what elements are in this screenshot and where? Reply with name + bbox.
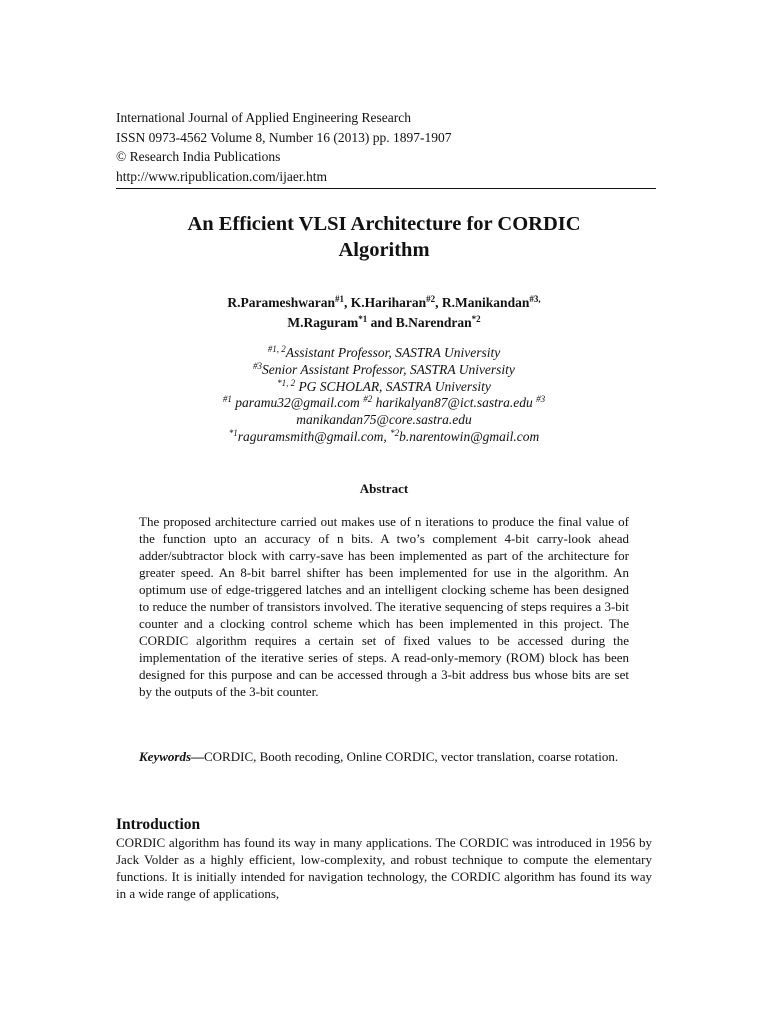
paper-title [116, 211, 652, 263]
affiliations [116, 345, 652, 446]
title-line-2: Algorithm [338, 239, 430, 261]
author-name: K.Hariharan [350, 295, 427, 310]
author-name: R.Parameshwaran [227, 295, 336, 310]
email-line [116, 412, 652, 429]
affiliation-mark: *1, 2 [277, 377, 296, 388]
journal-url: http://www.ripublication.com/ijaer.htm [116, 168, 327, 184]
email-line [116, 395, 652, 412]
journal-publisher: © Research India Publications [116, 149, 281, 164]
author-name: R.Manikandan [441, 295, 530, 310]
journal-header [116, 108, 656, 189]
title-line-1: An Efficient VLSI Architecture for CORDIC [187, 213, 581, 235]
journal-issn: ISSN 0973-4562 Volume 8, Number 16 (2013) pp. 1897-1907 [116, 129, 452, 145]
affiliation-mark: #3 [253, 360, 263, 371]
email-mark: *2 [390, 427, 400, 438]
affiliation-line [116, 379, 652, 396]
keywords-label: Keywords— [139, 749, 204, 764]
author-conjunction: and [367, 315, 396, 330]
email-mark: #3 [536, 394, 546, 405]
keywords-text: CORDIC, Booth recoding, Online CORDIC, vector translation, coarse rotation. [204, 749, 619, 764]
email-mark: #1 [222, 394, 232, 405]
author-line-1 [116, 293, 652, 313]
journal-name: International Journal of Applied Engineering Research [116, 110, 412, 125]
affiliation-mark: #1, 2 [267, 344, 286, 354]
author-mark: #1 [335, 294, 345, 304]
keywords [139, 748, 629, 765]
email-address: b.narentowin@gmail.com [399, 428, 540, 444]
author-mark: *1 [358, 314, 368, 324]
author-separator: , [435, 295, 442, 310]
email-line [116, 429, 652, 446]
abstract-body: The proposed architecture carried out makes use of n iterations to produce the final value of the function upto an accuracy of n bits. A two’s complement 4-bit carry-look ahead adder/subtractor block with carry-save has been implemented as part of the architecture for greater speed. An 8-bit barrel shifter has been implemented for use in the algorithm. An optimum use of edge-triggered latches and an intelligent clocking scheme has been designed to reduce the number of transistors involved. The iterative sequencing of steps requires a 3-bit counter and a clocking control scheme which has been implemented in this project. The CORDIC algorithm requires a certain set of fixed values to be accessed during the implementation of the iterative series of steps. A read-only-memory (ROM) block has been designed for this purpose and can be accessed through a 3-bit address bus whose bits are set by the outputs of the 3-bit counter. [139, 514, 629, 699]
author-mark: #3, [529, 294, 541, 304]
author-separator: , [344, 295, 351, 310]
email-address: paramu32@gmail.com [231, 395, 364, 411]
email-address: raguramsmith@gmail.com, [237, 428, 391, 444]
author-list [116, 293, 652, 333]
author-mark: #2 [426, 294, 436, 304]
affiliation-line [116, 345, 652, 362]
email-address: manikandan75@core.sastra.edu [296, 412, 472, 428]
author-line-2 [116, 313, 652, 333]
affiliation-text: PG SCHOLAR, SASTRA University [295, 378, 491, 394]
affiliation-text: Assistant Professor, SASTRA University [285, 345, 501, 360]
introduction-heading: Introduction [116, 816, 201, 833]
author-name: M.Raguram [287, 315, 359, 330]
email-mark: *1 [228, 427, 238, 438]
author-name: B.Narendran [395, 315, 472, 330]
author-mark: *2 [471, 314, 481, 324]
introduction-body: CORDIC algorithm has found its way in many applications. The CORDIC was introduced in 1956 by Jack Volder as a highly efficient, low-complexity, and robust technique to compute the elementary functions. It is initially intended for navigation technology, the CORDIC algorithm has found its way in a wide range of applications, [116, 835, 652, 901]
affiliation-line [116, 362, 652, 379]
abstract-heading: Abstract [359, 481, 409, 496]
email-mark: #2 [363, 394, 373, 405]
email-address: harikalyan87@ict.sastra.edu [372, 395, 537, 411]
affiliation-text: Senior Assistant Professor, SASTRA University [262, 361, 515, 377]
